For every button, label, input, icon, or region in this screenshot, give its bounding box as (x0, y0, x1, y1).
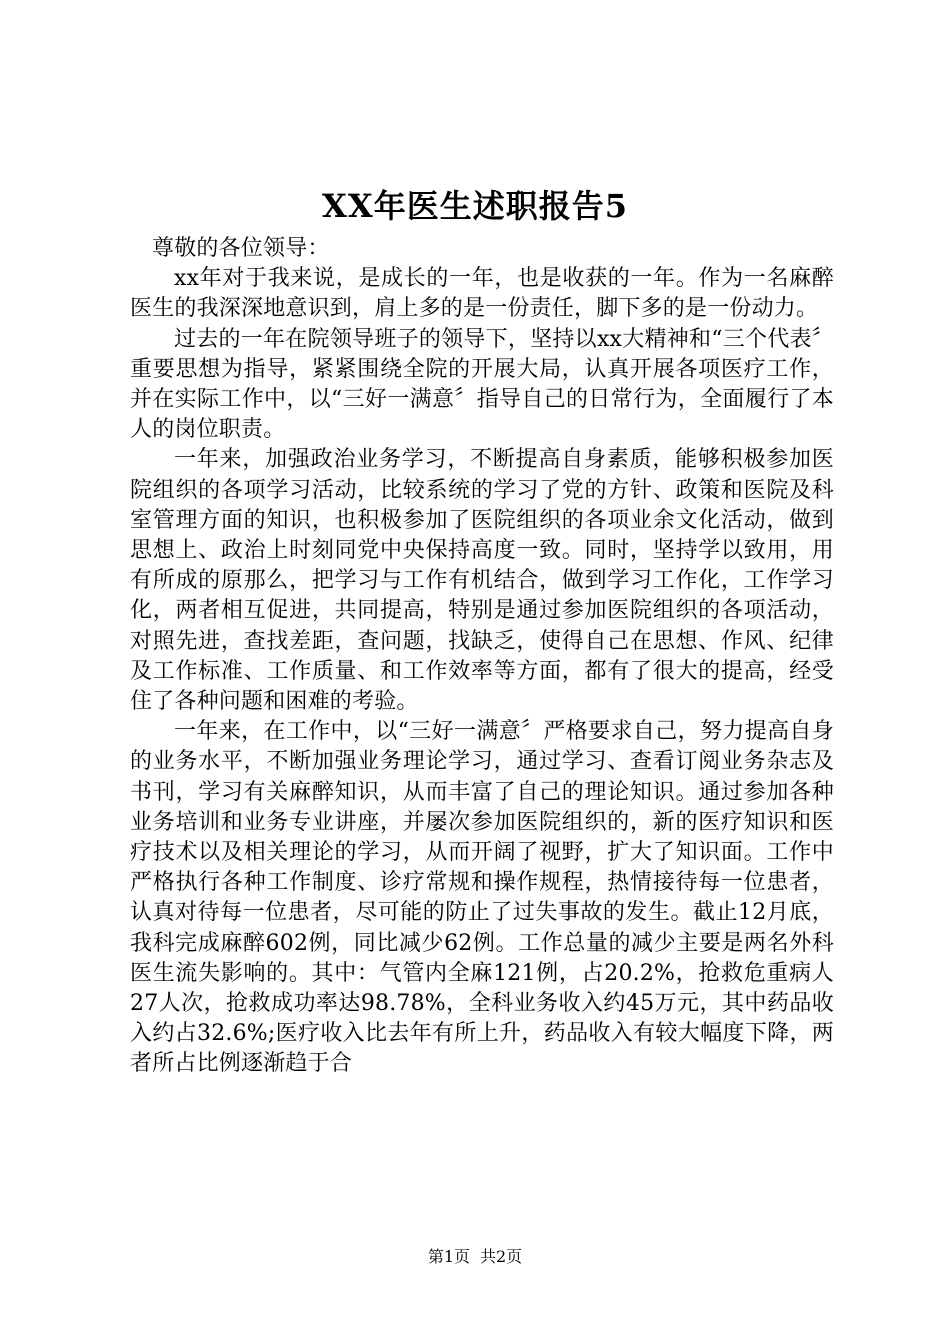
page-number: 第1页 (427, 1247, 470, 1266)
salutation: 尊敬的各位领导： (152, 236, 330, 261)
page-footer (0, 1246, 950, 1268)
paragraph-2: 过去的一年在院领导班子的领导下，坚持以xx大精神和“三个代表〞重要思想为指导，紧紧围绕全院的开展大局，认真开展各项医疗工作，并在实际工作中，以“三好一满意〞指导自己的日常行为，全面履行了本人的岗位职责。 (130, 326, 834, 443)
paragraph-1: xx年对于我来说，是成长的一年，也是收获的一年。作为一名麻醉医生的我深深地意识到，肩上多的是一份责任，脚下多的是一份动力。 (130, 266, 834, 322)
document-body (130, 234, 834, 1080)
document-title: XX年医生述职报告5 (322, 187, 628, 225)
paragraph-4: 一年来，在工作中，以“三好一满意〞严格要求自己，努力提高自身的业务水平，不断加强业务理论学习，通过学习、查看订阅业务杂志及书刊，学习有关麻醉知识，从而丰富了自己的理论知识。通过参加各种业务培训和业务专业讲座，并屡次参加医院组织的，新的医疗知识和医疗技术以及相关理论的学习，从而开阔了视野，扩大了知识面。工作中严格执行各种工作制度、诊疗常规和操作规程，热情接待每一位患者，认真对待每一位患者，尽可能的防止了过失事故的发生。截止12月底，我科完成麻醉602例，同比减少62例。工作总量的减少主要是两名外科医生流失影响的。其中：气管内全麻121例，占20.2%，抢救危重病人27人次，抢救成功率达98.78%，全科业务收入约45万元，其中药品收入约占32.6%;医疗收入比去年有所上升，药品收入有较大幅度下降，两者所占比例逐渐趋于合 (130, 719, 834, 1077)
page-total: 共2页 (480, 1247, 523, 1266)
paragraph-3: 一年来，加强政治业务学习，不断提高自身素质，能够积极参加医院组织的各项学习活动，比较系统的学习了党的方针、政策和医院及科室管理方面的知识，也积极参加了医院组织的各项业余文化活动，做到思想上、政治上时刻同党中央保持高度一致。同时，坚持学以致用，用有所成的原那么，把学习与工作有机结合，做到学习工作化，工作学习化，两者相互促进，共同提高，特别是通过参加医院组织的各项活动，对照先进，查找差距，查问题，找缺乏，使得自己在思想、作风、纪律及工作标准、工作质量、和工作效率等方面，都有了很大的提高，经受住了各种问题和困难的考验。 (130, 447, 834, 715)
